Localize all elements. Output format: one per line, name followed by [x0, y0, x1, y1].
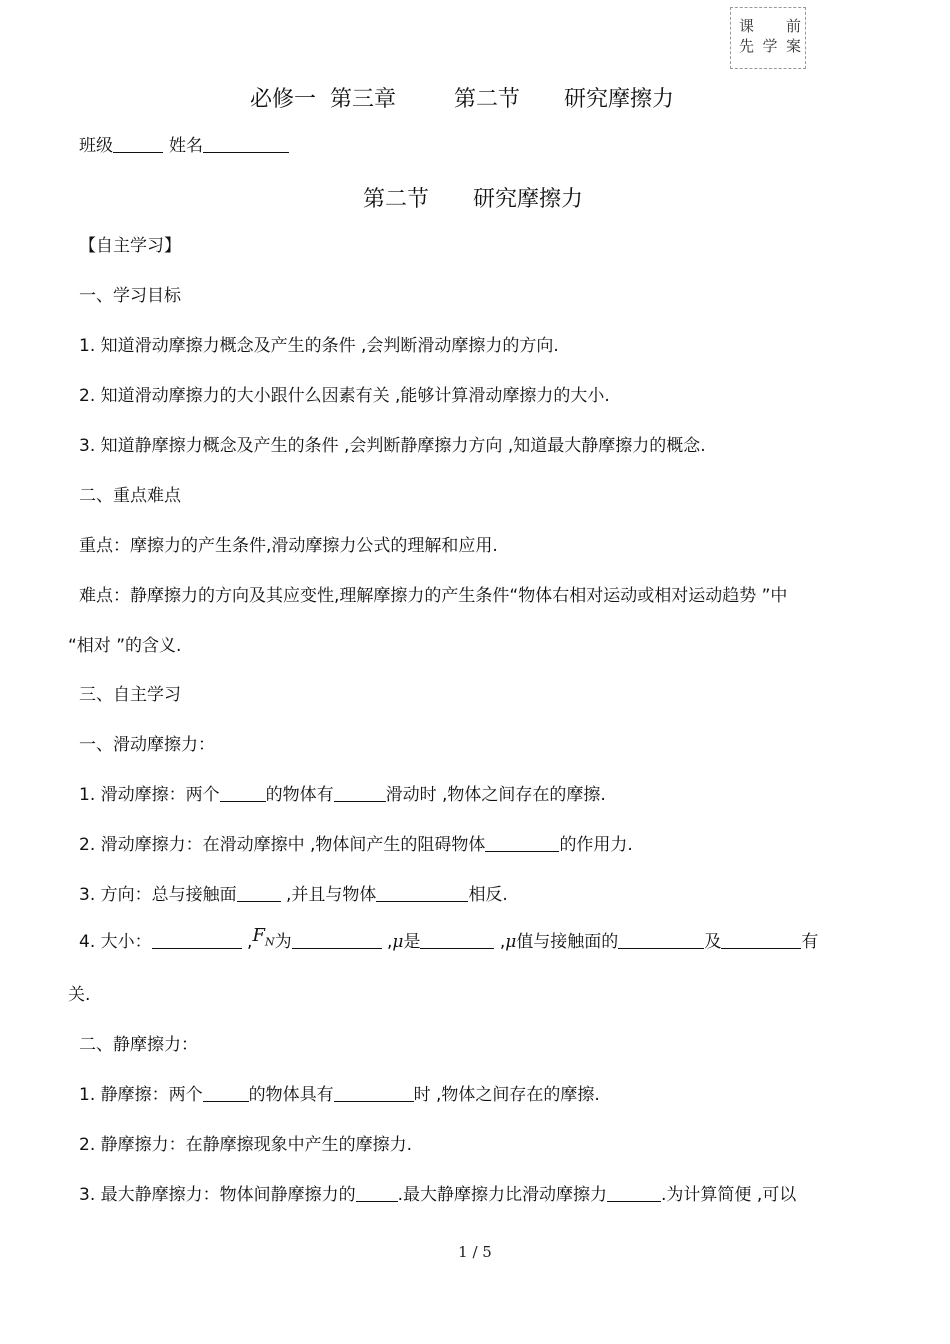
question-static-3 — [79, 1183, 796, 1207]
page-number: 1 / 5 — [458, 1243, 492, 1261]
question-text: 时 ,物体之间存在的摩擦. — [413, 1085, 600, 1105]
mu-symbol: μ — [505, 932, 517, 952]
class-label: 班级 — [79, 136, 113, 156]
answer-blank[interactable] — [485, 833, 559, 852]
stamp-char: 先 — [739, 37, 755, 55]
key-heading: 二、重点难点 — [79, 486, 181, 506]
question-text: ,并且与物体 — [280, 885, 377, 905]
question-text: 2. 滑动摩擦力：在滑动摩擦中 ,物体间产生的阻碍物体 — [79, 835, 486, 855]
answer-blank[interactable] — [356, 1183, 398, 1202]
name-blank[interactable] — [203, 134, 289, 153]
subtitle-topic: 研究摩擦力 — [473, 187, 584, 212]
subtitle-section: 第二节 — [363, 187, 430, 212]
page-header — [250, 82, 674, 113]
stamp-char: 课 — [739, 17, 755, 35]
question-sliding-4 — [79, 925, 819, 961]
answer-blank[interactable] — [376, 883, 468, 902]
question-text: 4. 大小： — [79, 932, 152, 952]
question-text: 1. 滑动摩擦：两个 — [79, 785, 220, 805]
class-blank[interactable] — [113, 134, 163, 153]
fn-subscript: N — [264, 935, 275, 949]
header-section: 第二节 — [454, 87, 521, 112]
answer-blank[interactable] — [237, 883, 281, 902]
stamp-char: 学 — [762, 37, 778, 55]
question-text: 的物体有 — [265, 785, 334, 805]
normal-force-symbol — [252, 925, 275, 949]
question-sliding-2 — [79, 833, 633, 857]
study-heading: 三、自主学习 — [79, 685, 181, 705]
question-text: 3. 最大静摩擦力：物体间静摩擦力的 — [79, 1185, 356, 1205]
answer-blank[interactable] — [721, 930, 801, 949]
answer-blank[interactable] — [420, 930, 494, 949]
answer-blank[interactable] — [334, 783, 386, 802]
question-text: 为 — [274, 932, 292, 952]
stamp-box — [730, 7, 806, 69]
mu-symbol: μ — [392, 932, 404, 952]
question-text: 及 — [704, 932, 722, 952]
fn-letter: F — [252, 925, 265, 946]
question-text: 关. — [68, 985, 91, 1005]
answer-blank[interactable] — [334, 1083, 414, 1102]
question-text: 3. 方向：总与接触面 — [79, 885, 237, 905]
stamp-char: 案 — [785, 37, 801, 55]
header-topic: 研究摩擦力 — [564, 87, 675, 112]
question-text: 滑动时 ,物体之间存在的摩擦. — [385, 785, 606, 805]
question-sliding-1 — [79, 783, 606, 807]
goals-heading: 一、学习目标 — [79, 286, 181, 306]
question-static-2: 2. 静摩擦力：在静摩擦现象中产生的摩擦力. — [79, 1135, 413, 1155]
difficulty-line: 难点：静摩擦力的方向及其应变性,理解摩擦力的产生条件“物体右相对运动或相对运动趋势 ”中 — [79, 586, 788, 606]
question-text: , — [241, 932, 253, 952]
answer-blank[interactable] — [152, 930, 242, 949]
question-text: 1. 静摩擦：两个 — [79, 1085, 203, 1105]
key-point: 重点：摩擦力的产生条件,滑动摩擦力公式的理解和应用. — [79, 536, 498, 556]
goal-item: 2. 知道滑动摩擦力的大小跟什么因素有关 ,能够计算滑动摩擦力的大小. — [79, 386, 610, 406]
answer-blank[interactable] — [618, 930, 704, 949]
question-text: 有 — [801, 932, 819, 952]
student-info — [79, 134, 289, 158]
question-text: 值与接触面的 — [516, 932, 619, 952]
sliding-heading: 一、滑动摩擦力： — [79, 735, 215, 755]
question-text: 相反. — [468, 885, 508, 905]
question-text: , — [494, 932, 506, 952]
goal-item: 1. 知道滑动摩擦力概念及产生的条件 ,会判断滑动摩擦力的方向. — [79, 336, 559, 356]
question-text: 的物体具有 — [248, 1085, 334, 1105]
question-text: 是 — [403, 932, 421, 952]
stamp-char: 前 — [785, 17, 801, 35]
answer-blank[interactable] — [220, 783, 266, 802]
header-book: 必修一 — [250, 87, 317, 112]
answer-blank[interactable] — [607, 1183, 661, 1202]
self-study-heading: 【自主学习】 — [79, 236, 181, 256]
question-text: 的作用力. — [559, 835, 633, 855]
question-static-1 — [79, 1083, 600, 1107]
static-heading: 二、静摩擦力： — [79, 1035, 198, 1055]
question-text: .最大静摩擦力比滑动摩擦力 — [397, 1185, 608, 1205]
difficulty-line: “相对 ”的含义. — [68, 636, 182, 656]
question-text: , — [381, 932, 393, 952]
header-chapter: 第三章 — [330, 87, 397, 112]
goal-item: 3. 知道静摩擦力概念及产生的条件 ,会判断静摩擦力方向 ,知道最大静摩擦力的概念. — [79, 436, 706, 456]
question-sliding-3 — [79, 883, 508, 907]
name-label: 姓名 — [169, 136, 203, 156]
answer-blank[interactable] — [203, 1083, 249, 1102]
question-text: .为计算简便 ,可以 — [661, 1185, 797, 1205]
section-subtitle — [363, 182, 583, 213]
answer-blank[interactable] — [292, 930, 382, 949]
